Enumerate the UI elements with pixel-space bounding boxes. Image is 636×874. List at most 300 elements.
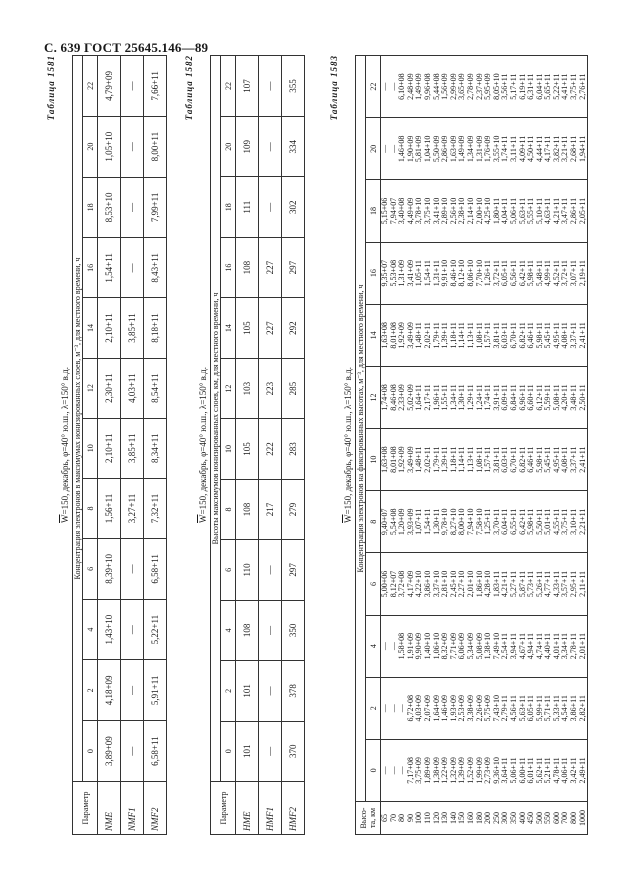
table-cell: 3,75+10 <box>424 180 433 242</box>
table-cell: 292 <box>282 298 305 358</box>
table-cell: — <box>121 721 144 782</box>
table-cell: 105 <box>236 419 259 479</box>
hour-header: 22 <box>221 56 236 117</box>
table-cell: 2,86+09 <box>441 118 450 180</box>
table-cell: 2,07+09 <box>424 677 433 739</box>
table-cell: 5,59+11 <box>544 366 553 428</box>
table-cell: 302 <box>282 177 305 237</box>
table-cell: 3,27+11 <box>121 478 144 538</box>
table-cell: 5,45+11 <box>544 429 553 491</box>
table-cell: 2,79+11 <box>501 677 510 739</box>
table-cell: 1,52+09 <box>467 739 476 801</box>
table-cell: 1,18+11 <box>450 304 459 366</box>
height-value: 250 <box>493 802 502 835</box>
table-cell: 1,05+11 <box>415 242 424 304</box>
table-cell: 1,07+11 <box>415 491 424 553</box>
table-cell: 3,70+11 <box>493 491 502 553</box>
table-cell: 1,13+11 <box>467 304 476 366</box>
table-cell: 1,93+09 <box>450 677 459 739</box>
table-cell: 2,21+11 <box>579 491 588 553</box>
table-cell: 9,35+07 <box>381 242 390 304</box>
table-cell: — <box>259 540 282 600</box>
table-row <box>259 56 282 835</box>
table-cell: 4,17+11 <box>544 118 553 180</box>
height-value: 130 <box>441 802 450 835</box>
table-cell: 3,72+11 <box>561 242 570 304</box>
hour-header: 20 <box>366 118 381 180</box>
table-cell: 4,18+09 <box>98 660 121 721</box>
table-cell: — <box>390 739 399 801</box>
table-cell: 5,73+11 <box>527 553 536 615</box>
table-cell: 1,86+10 <box>476 553 485 615</box>
table-cell: 3,41+09 <box>407 242 416 304</box>
table-cell: 4,55+11 <box>553 491 562 553</box>
table-cell: 3,86+11 <box>570 677 579 739</box>
hour-header: 4 <box>83 599 98 660</box>
table-cell: 223 <box>259 358 282 418</box>
table-cell: 6,46+11 <box>527 304 536 366</box>
table-cell: 1,39+11 <box>441 429 450 491</box>
table-cell: 5,98+11 <box>527 491 536 553</box>
param-header: Параметр <box>211 782 236 835</box>
table-cell: 3,81+11 <box>493 429 502 491</box>
table-cell: 3,55+10 <box>493 118 502 180</box>
table-cell: 2,48+09 <box>407 56 416 118</box>
table-cell: 5,62+11 <box>536 739 545 801</box>
table-cell: 1,56+11 <box>98 478 121 538</box>
table-cell: 378 <box>282 661 305 721</box>
hour-header: 12 <box>83 358 98 418</box>
table-cell: 3,78+10 <box>415 180 424 242</box>
table-cell: 2,33+09 <box>398 366 407 428</box>
hour-header: 12 <box>221 358 236 418</box>
table-cell: 6,00+11 <box>519 739 528 801</box>
table-row <box>98 56 121 835</box>
table-cell: 2,78+11 <box>570 615 579 677</box>
table-cell: 6,05+11 <box>501 242 510 304</box>
table-cell: 1,08+11 <box>476 304 485 366</box>
table-cell: — <box>259 56 282 117</box>
table-cell: 2,68+11 <box>570 118 579 180</box>
table-cell: 4,21+11 <box>501 553 510 615</box>
table-cell: 4,41+11 <box>561 56 570 118</box>
table-cell: 4,08+11 <box>561 429 570 491</box>
table-cell: 101 <box>236 661 259 721</box>
table-cell: 109 <box>236 117 259 177</box>
table-cell: 1,08+11 <box>476 429 485 491</box>
table-cell: 3,21+11 <box>561 118 570 180</box>
hour-header: 16 <box>366 242 381 304</box>
table-cell: 2,81+10 <box>441 553 450 615</box>
height-value: 1000 <box>579 802 588 835</box>
height-value: 200 <box>484 802 493 835</box>
table-cell: 4,40+11 <box>544 615 553 677</box>
table-cell: 7,43+10 <box>493 677 502 739</box>
table-cell: 1,74+11 <box>501 118 510 180</box>
table-cell: 2,05+11 <box>579 180 588 242</box>
table-cell: 6,58+11 <box>144 721 167 782</box>
height-value: 120 <box>433 802 442 835</box>
table-cell: 1,18+11 <box>450 429 459 491</box>
table-cell: — <box>121 177 144 238</box>
table-cell: — <box>259 721 282 781</box>
table-cell: 222 <box>259 419 282 479</box>
hour-header: 8 <box>366 491 381 553</box>
table-cell: 297 <box>282 237 305 297</box>
table-cell: 8,43+11 <box>144 238 167 298</box>
table-1582-title <box>198 55 208 835</box>
table-cell: 3,86+10 <box>424 553 433 615</box>
hour-header: 18 <box>221 177 236 237</box>
table-cell: 4,04+11 <box>501 180 510 242</box>
hour-header: 8 <box>83 478 98 538</box>
table-cell: 6,82+11 <box>519 429 528 491</box>
table-cell: — <box>381 615 390 677</box>
table-cell: 4,56+11 <box>510 677 519 739</box>
table-cell: — <box>381 56 390 118</box>
header-row <box>356 56 366 835</box>
table-cell: 3,75+11 <box>561 491 570 553</box>
table-cell: 1,99+09 <box>476 739 485 801</box>
table-cell: 2,10+11 <box>98 298 121 358</box>
table-cell: 8,54+11 <box>144 358 167 418</box>
hours-row <box>221 56 236 835</box>
table-cell: — <box>381 118 390 180</box>
row-name: NMF1 <box>121 782 144 835</box>
table-cell: 2,00+10 <box>476 180 485 242</box>
table-cell: — <box>381 677 390 739</box>
table-cell: 3,40+08 <box>398 180 407 242</box>
row-name: NMF2 <box>144 782 167 835</box>
table-cell: 4,20+11 <box>561 366 570 428</box>
table-cell: 2,56+10 <box>450 180 459 242</box>
table-cell: 6,09+11 <box>501 366 510 428</box>
table-cell: 4,01+11 <box>553 615 562 677</box>
table-row <box>381 56 390 835</box>
table-cell: 1,05+10 <box>98 116 121 177</box>
table-cell: 4,03+11 <box>121 358 144 418</box>
table-cell: 1,04+10 <box>424 118 433 180</box>
table-cell: 103 <box>236 358 259 418</box>
table-cell: 1,92+09 <box>398 429 407 491</box>
table-cell: 2,86+11 <box>570 180 579 242</box>
height-value: 700 <box>561 802 570 835</box>
table-cell: — <box>259 661 282 721</box>
table-cell: 2,53+09 <box>458 677 467 739</box>
table-cell: 3,38+09 <box>467 677 476 739</box>
table-cell: 5,55+11 <box>527 180 536 242</box>
table-cell: 2,45+10 <box>450 553 459 615</box>
table-cell: 4,06+11 <box>561 739 570 801</box>
row-name: HME <box>236 782 259 835</box>
table-cell: 1,63+09 <box>450 118 459 180</box>
table-cell: 4,09+11 <box>519 118 528 180</box>
table-cell: 7,32+11 <box>144 478 167 538</box>
table-cell: 4,21+11 <box>553 180 562 242</box>
table-cell: 2,11+11 <box>579 553 588 615</box>
table-cell: 111 <box>236 177 259 237</box>
table-cell: 227 <box>259 298 282 358</box>
table-cell: 297 <box>282 540 305 600</box>
table-cell: 6,96+11 <box>519 366 528 428</box>
table-cell: 7,66+11 <box>144 56 167 117</box>
table-row <box>579 56 588 835</box>
table-row <box>282 56 305 835</box>
table-cell: 3,72+08 <box>398 553 407 615</box>
table-cell: 3,48+11 <box>570 366 579 428</box>
table-cell: — <box>390 677 399 739</box>
table-cell: 3,75+09 <box>415 739 424 801</box>
table-cell: 3,41+10 <box>433 180 442 242</box>
height-value: 65 <box>381 802 390 835</box>
table-cell: 6,55+11 <box>510 491 519 553</box>
table-cell: 6,56+11 <box>510 242 519 304</box>
table-cell: 3,85+11 <box>121 418 144 478</box>
table-cell: 6,42+11 <box>519 491 528 553</box>
table-cell: 5,02+09 <box>407 366 416 428</box>
hour-header: 0 <box>221 721 236 781</box>
hour-header: 16 <box>83 238 98 298</box>
table-cell: 5,08+09 <box>476 615 485 677</box>
table-cell: 2,17+11 <box>424 366 433 428</box>
table-cell: 279 <box>282 479 305 539</box>
table-cell: 9,78+10 <box>441 491 450 553</box>
table-cell: 6,72+08 <box>407 677 416 739</box>
table-cell: 8,12+07 <box>390 553 399 615</box>
table-cell: — <box>398 739 407 801</box>
table-cell: 8,06+10 <box>467 242 476 304</box>
height-value: 110 <box>424 802 433 835</box>
table-1582 <box>210 55 305 835</box>
table-cell: — <box>121 599 144 660</box>
hour-header: 10 <box>221 419 236 479</box>
table-cell: 1,96+11 <box>433 366 442 428</box>
table-row <box>144 56 167 835</box>
table-cell: 1,48+11 <box>415 429 424 491</box>
table-cell: 2,01+11 <box>579 615 588 677</box>
table-cell: 3,49+09 <box>407 304 416 366</box>
rotated-page-content <box>40 55 600 835</box>
table-cell: 3,56+11 <box>501 56 510 118</box>
table-cell: 2,99+09 <box>450 56 459 118</box>
table-cell: 1,43+10 <box>98 599 121 660</box>
table-cell: 7,94+10 <box>467 491 476 553</box>
table-cell: 2,38+10 <box>458 180 467 242</box>
table-subtitle: Концентрация электронов в максимумах ионизированных слоев, м⁻³, для местного времени, ч <box>73 56 83 782</box>
table-cell: 1,63+08 <box>381 429 390 491</box>
hour-header: 6 <box>366 553 381 615</box>
table-cell: 9,40+07 <box>381 491 390 553</box>
table-cell: 5,81+09 <box>415 118 424 180</box>
table-1583-title-text: =150, декабрь, φ=40° ю.ш., λ=150° в.д. <box>343 367 353 515</box>
table-cell: 283 <box>282 419 305 479</box>
table-cell: 1,83+11 <box>493 553 502 615</box>
table-cell: 6,12+11 <box>536 366 545 428</box>
table-1581 <box>72 55 167 835</box>
table-cell: 217 <box>259 479 282 539</box>
hour-header: 4 <box>221 600 236 660</box>
table-cell: 285 <box>282 358 305 418</box>
header-row <box>211 56 221 835</box>
table-cell: 2,37+09 <box>476 56 485 118</box>
height-value: 450 <box>527 802 536 835</box>
table-cell: 5,87+11 <box>519 553 528 615</box>
table-cell: 1,24+11 <box>476 366 485 428</box>
table-cell: 6,58+11 <box>144 539 167 600</box>
table-cell: 105 <box>236 298 259 358</box>
table-cell: 1,22+09 <box>441 739 450 801</box>
table-cell: 8,46+10 <box>450 242 459 304</box>
table-cell: 3,10+11 <box>570 491 579 553</box>
table-cell: 8,05+10 <box>493 56 502 118</box>
table-cell: — <box>390 56 399 118</box>
table-1581-title-text: =150, декабрь, φ=40° ю.ш., λ=150° в.д. <box>60 367 70 515</box>
table-cell: 6,04+11 <box>536 56 545 118</box>
table-cell: 1,79+11 <box>433 429 442 491</box>
table-cell: 1,74+08 <box>381 366 390 428</box>
table-cell: 6,01+11 <box>527 739 536 801</box>
table-cell: — <box>121 539 144 600</box>
table-cell: 4,50+11 <box>527 118 536 180</box>
table-cell: 2,73+09 <box>484 739 493 801</box>
table-cell: 1,34+09 <box>467 118 476 180</box>
table-cell: 8,00+10 <box>458 491 467 553</box>
hours-row <box>83 56 98 835</box>
table-cell: 5,65+11 <box>544 56 553 118</box>
hour-header: 2 <box>221 661 236 721</box>
table-cell: 2,02+11 <box>424 304 433 366</box>
table-cell: 7,99+11 <box>144 177 167 238</box>
table-cell: — <box>398 677 407 739</box>
table-cell: 1,76+09 <box>484 118 493 180</box>
table-cell: 5,75+09 <box>484 677 493 739</box>
table-cell: 4,08+11 <box>561 304 570 366</box>
page-header: С. 639 ГОСТ 25645.146—89 <box>44 40 209 55</box>
table-cell: 1,64+09 <box>433 677 442 739</box>
table-cell: 3,93+09 <box>407 491 416 553</box>
table-cell: 2,41+11 <box>579 304 588 366</box>
table-1582-title-text: =150, декабрь, φ=40° ю.ш., λ=150° в.д. <box>198 367 208 515</box>
table-cell: 4,33+11 <box>553 553 562 615</box>
table-cell: 4,49+09 <box>407 180 416 242</box>
table-cell: 3,94+11 <box>510 615 519 677</box>
hour-header: 14 <box>83 298 98 358</box>
table-cell: 8,53+10 <box>98 177 121 238</box>
hour-header: 18 <box>83 177 98 238</box>
table-cell: 5,50+11 <box>536 491 545 553</box>
table-cell: 5,00+06 <box>381 553 390 615</box>
table-cell: 6,03+11 <box>501 429 510 491</box>
table-cell: 1,89+09 <box>424 739 433 801</box>
table-cell: 6,70+11 <box>510 304 519 366</box>
table-cell: 3,57+11 <box>561 553 570 615</box>
table-cell: 370 <box>282 721 305 781</box>
table-cell: 1,55+11 <box>441 366 450 428</box>
height-header: Высо-та, км <box>356 802 381 835</box>
table-cell: 7,70+10 <box>476 242 485 304</box>
table-cell: 1,30+11 <box>433 491 442 553</box>
table-cell: 2,14+10 <box>467 180 476 242</box>
table-cell: 1,13+11 <box>467 429 476 491</box>
table-cell: 1,74+11 <box>484 366 493 428</box>
hour-header: 12 <box>366 366 381 428</box>
table-cell: 8,12+10 <box>458 242 467 304</box>
table-1582-label: Таблица 1582 <box>184 55 194 121</box>
height-value: 70 <box>390 802 399 835</box>
table-cell: 4,67+11 <box>519 615 528 677</box>
table-cell: 2,49+11 <box>579 739 588 801</box>
table-cell: 1,38+10 <box>484 615 493 677</box>
hour-header: 18 <box>366 180 381 242</box>
table-cell: 3,82+11 <box>553 118 562 180</box>
table-cell: 5,01+11 <box>544 491 553 553</box>
height-value: 300 <box>501 802 510 835</box>
table-cell: 9,36+10 <box>493 739 502 801</box>
table-cell: 9,91+10 <box>441 242 450 304</box>
table-cell: 3,89+09 <box>98 721 121 782</box>
table-cell: 1,39+11 <box>441 304 450 366</box>
hour-header: 0 <box>366 739 381 801</box>
table-cell: 4,03+09 <box>415 677 424 739</box>
table-cell: 1,32+09 <box>450 739 459 801</box>
height-value: 400 <box>519 802 528 835</box>
table-cell: 108 <box>236 600 259 660</box>
table-cell: 8,18+11 <box>144 298 167 358</box>
table-cell: — <box>381 739 390 801</box>
table-cell: 1,56+09 <box>441 56 450 118</box>
table-cell: 5,45+11 <box>544 304 553 366</box>
height-value: 500 <box>536 802 545 835</box>
table-1581-label: Таблица 1581 <box>46 55 56 121</box>
table-subtitle: Концентрация электронов на фиксированных высотах, м⁻³, для местного времени, ч <box>356 56 366 802</box>
table-cell: 2,19+11 <box>579 242 588 304</box>
table-cell: 1,54+11 <box>424 491 433 553</box>
table-cell: 7,58+10 <box>476 491 485 553</box>
hour-header: 10 <box>366 429 381 491</box>
row-name: NME <box>98 782 121 835</box>
table-cell: 5,06+11 <box>510 739 519 801</box>
table-1581-title <box>60 55 70 835</box>
table-cell: — <box>259 117 282 177</box>
table-cell: 3,34+11 <box>561 615 570 677</box>
table-cell: 2,01+10 <box>467 553 476 615</box>
height-value: 600 <box>553 802 562 835</box>
table-cell: 1,80+11 <box>493 180 502 242</box>
table-cell: 4,95+11 <box>553 429 562 491</box>
table-cell: 5,71+11 <box>544 677 553 739</box>
table-cell: 5,91+11 <box>144 660 167 721</box>
table-cell: 2,76+11 <box>579 56 588 118</box>
table-cell: 1,31+11 <box>433 242 442 304</box>
table-cell: 1,64+11 <box>415 366 424 428</box>
table-cell: 7,94+07 <box>390 180 399 242</box>
table-cell: 5,08+11 <box>553 366 562 428</box>
table-cell: 2,02+11 <box>424 429 433 491</box>
hour-header: 4 <box>366 615 381 677</box>
height-value: 140 <box>450 802 459 835</box>
table-cell: — <box>259 600 282 660</box>
table-cell: — <box>390 118 399 180</box>
table-cell: 101 <box>236 721 259 781</box>
hour-header: 0 <box>83 721 98 782</box>
table-cell: 1,25+11 <box>484 491 493 553</box>
table-1583-label: Таблица 1583 <box>329 55 339 121</box>
table-cell: 8,39+10 <box>98 539 121 600</box>
table-cell: 4,52+11 <box>553 242 562 304</box>
table-cell: 7,49+10 <box>493 615 502 677</box>
table-cell: 110 <box>236 540 259 600</box>
wolf-number-symbol: $\overline{W}$ <box>343 514 353 523</box>
